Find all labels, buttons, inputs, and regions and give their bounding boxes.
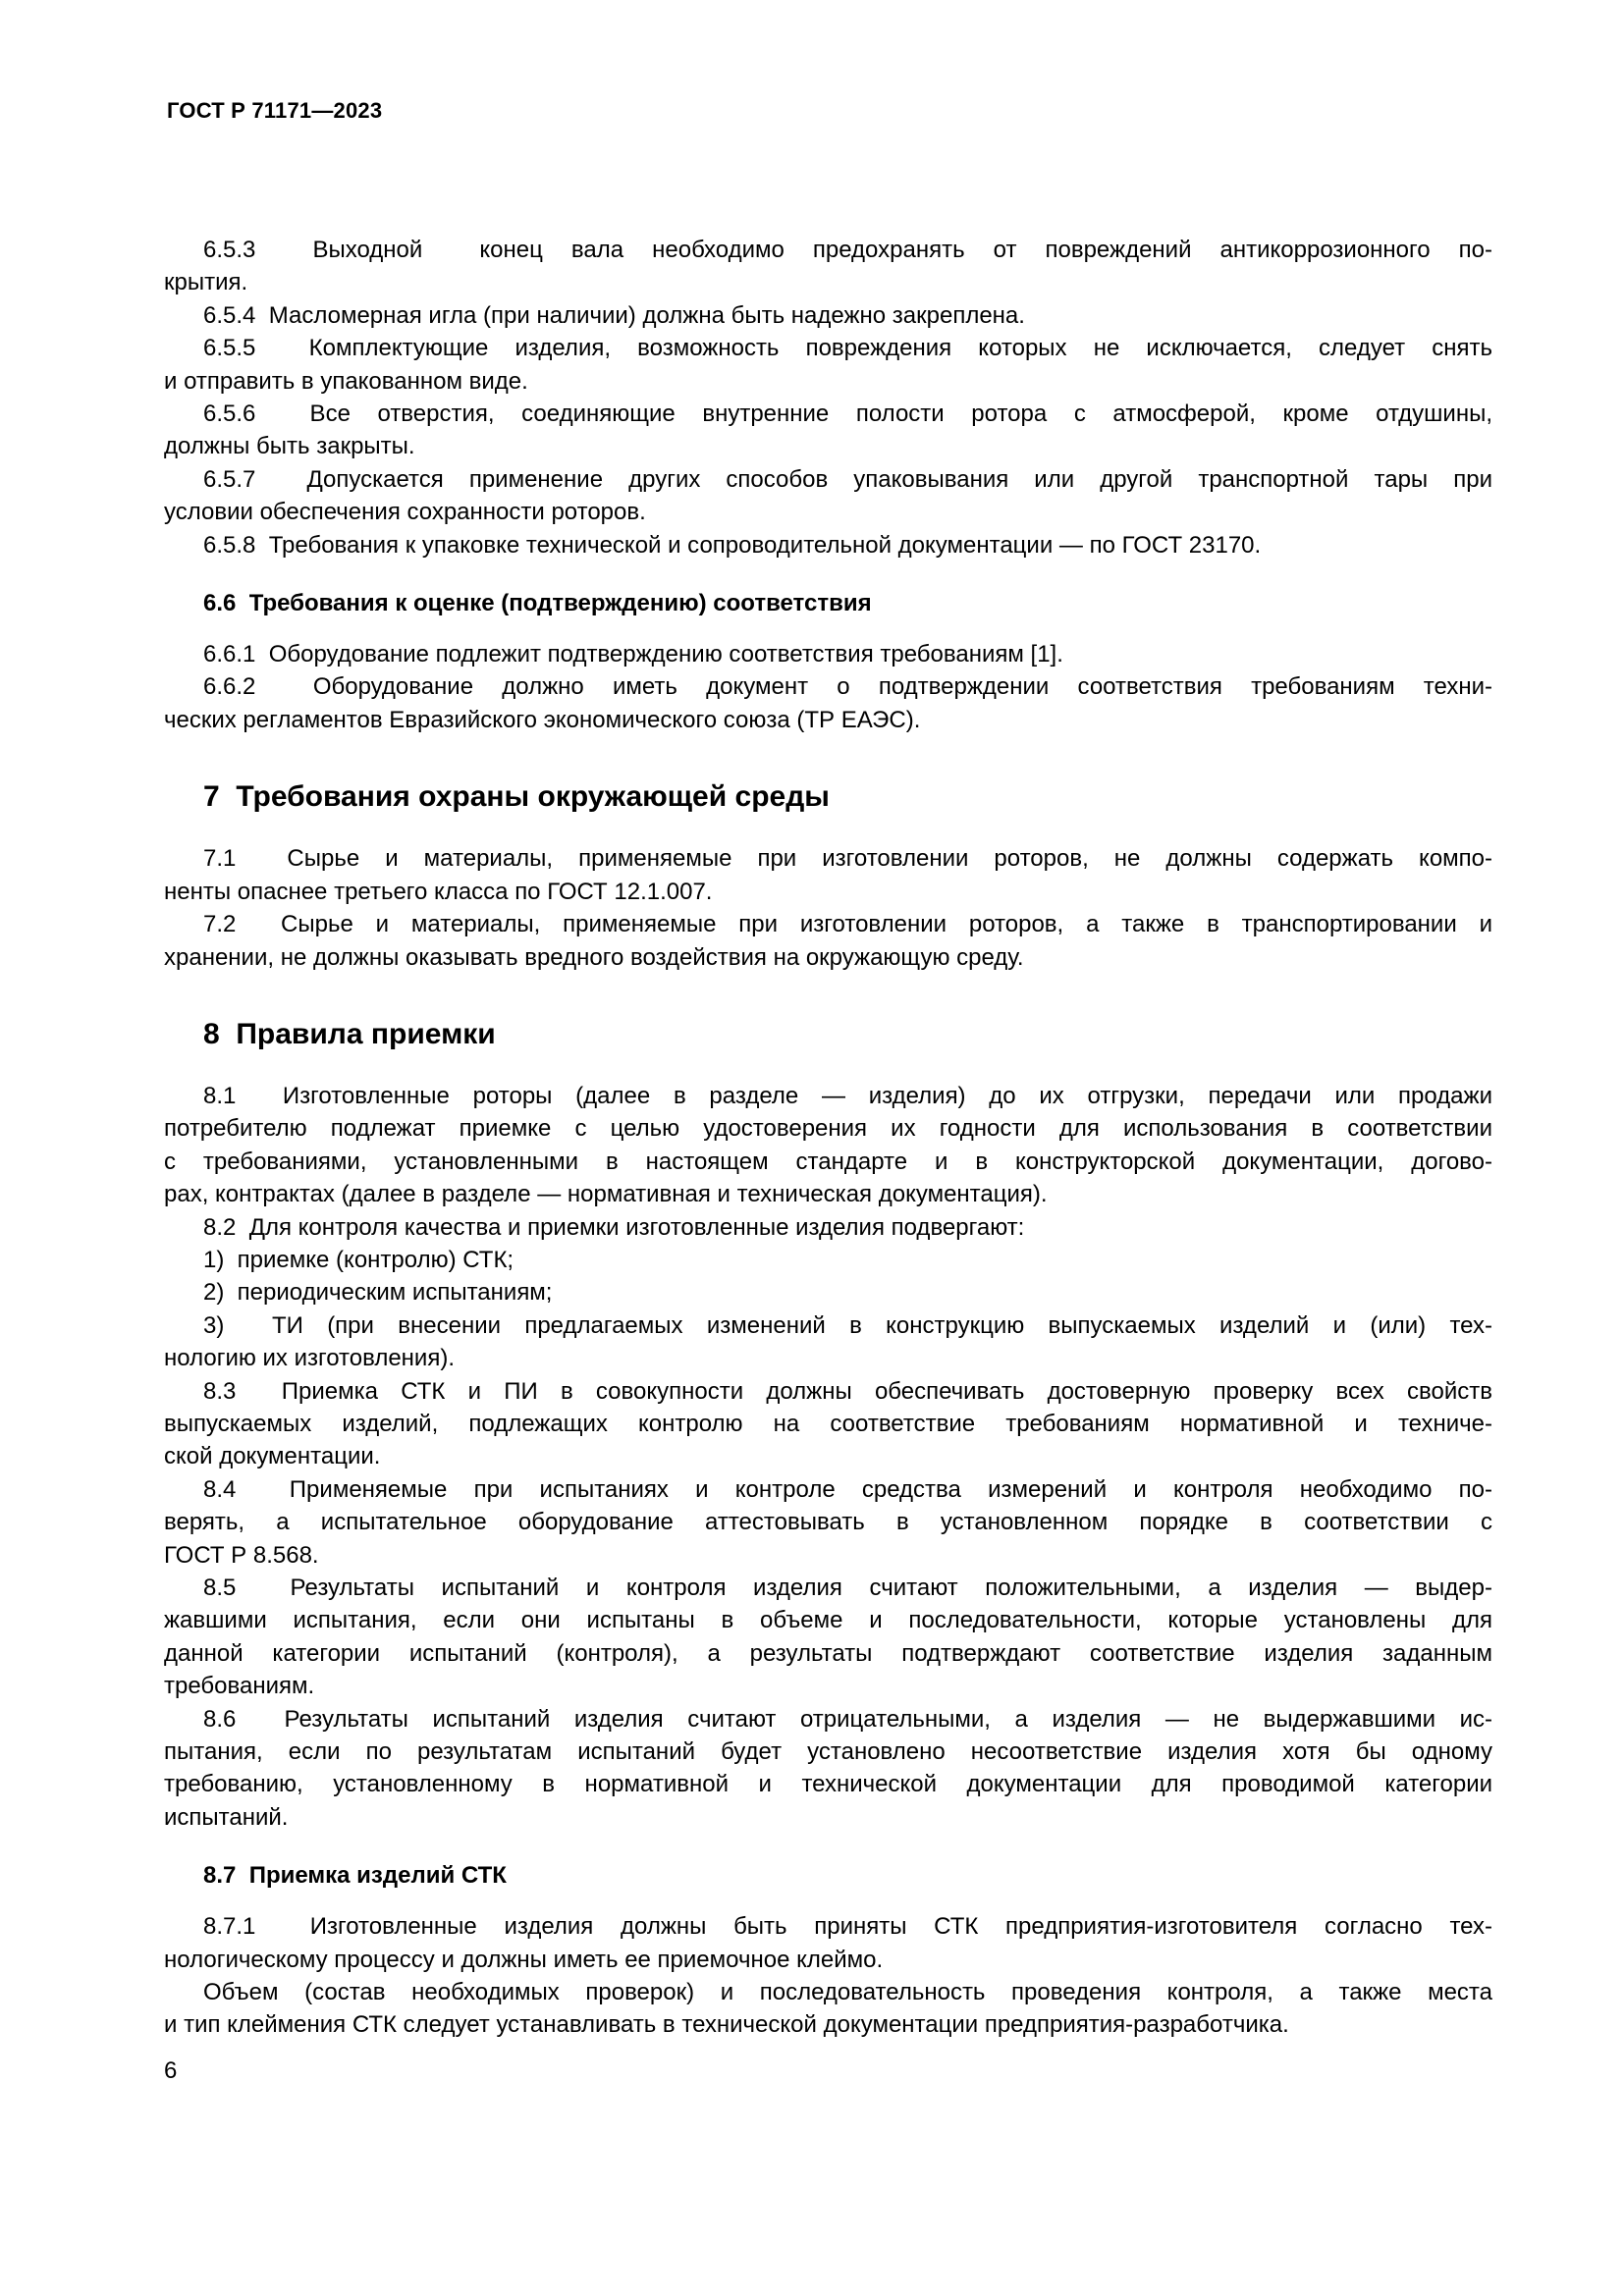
paragraph [164,234,1492,299]
text-line: 7 Требования охраны окружающей среды [203,780,830,814]
text-line: 6.5.7 Допускается применение других способов упаковывания или другой транспортной тары при [203,465,1492,493]
paragraph [164,1572,1492,1703]
page-number: 6 [164,2057,178,2084]
text-line: требованиям. [164,1673,315,1700]
text-line: ненты опаснее третьего класса по ГОСТ 12.1.007. [164,878,713,905]
text-line: 3) ТИ (при внесении предлагаемых изменений в конструкцию выпускаемых изделий и (или) тех- [203,1311,1492,1339]
paragraph [164,842,1492,908]
text-line: 8.2 Для контроля качества и приемки изготовленные изделия подвергают: [203,1213,1025,1241]
paragraph [164,1309,1492,1375]
text-line: ской документации. [164,1443,381,1470]
text-line: 6.5.5 Комплектующие изделия, возможность повреждения которых не исключается, следует снять [203,335,1492,362]
text-line: потребителю подлежат приемке с целью удостоверения их годности для использования в соответствии [164,1115,1492,1143]
paragraph [164,1276,1492,1308]
paragraph [164,1473,1492,1572]
text-line: ГОСТ Р 8.568. [164,1541,319,1569]
text-line: и отправить в упакованном виде. [164,367,528,395]
paragraph [164,1244,1492,1276]
text-line: нологию их изготовления). [164,1345,455,1372]
paragraph [164,908,1492,974]
text-line: 6.5.4 Масломерная игла (при наличии) должна быть надежно закреплена. [203,301,1025,329]
text-line: хранении, не должны оказывать вредного воздействия на окружающую среду. [164,943,1024,971]
text-line: 2) периодическим испытаниям; [203,1279,553,1307]
text-line: 8.7 Приемка изделий СТК [203,1862,507,1890]
text-line: 7.2 Сырье и материалы, применяемые при изготовлении роторов, а также в транспортировании и [203,911,1492,938]
text-line: 6.5.6 Все отверстия, соединяющие внутренние полости ротора с атмосферой, кроме отдушины, [203,400,1492,428]
text-line: 6.6.1 Оборудование подлежит подтверждению соответствия требованиям [1]. [203,641,1063,668]
standard-designation: ГОСТ Р 71171—2023 [167,98,383,123]
section-heading [164,1017,1492,1052]
paragraph [164,332,1492,398]
paragraph [164,1910,1492,1976]
text-line: данной категории испытаний (контроля), а результаты подтверждают соответствие изделия заданным [164,1639,1492,1667]
text-line: ческих регламентов Евразийского экономического союза (ТР ЕАЭС). [164,706,921,733]
paragraph [164,1375,1492,1473]
document-body [164,234,1492,2042]
text-line: 6.5.3 Выходной конец вала необходимо предохранять от повреждений антикоррозионного по- [203,237,1492,263]
text-line: 7.1 Сырье и материалы, применяемые при изготовлении роторов, не должны содержать компо- [203,845,1492,873]
text-line: рах, контрактах (далее в разделе — нормативная и техническая документация). [164,1181,1048,1208]
text-line: 6.5.8 Требования к упаковке технической и сопроводительной документации — по ГОСТ 23170. [203,531,1262,559]
text-line: выпускаемых изделий, подлежащих контролю на соответствие требованиям нормативной и техниче- [164,1410,1492,1437]
text-line: 8.7.1 Изготовленные изделия должны быть приняты СТК предприятия-изготовителя согласно тех- [203,1913,1492,1941]
paragraph [164,398,1492,463]
paragraph [164,299,1492,332]
paragraph [164,670,1492,736]
text-line: 6.6 Требования к оценке (подтверждению) соответствия [203,590,872,617]
text-line: пытания, если по результатам испытаний будет установлено несоответствие изделия хотя бы одному [164,1738,1492,1766]
text-line: с требованиями, установленными в настоящем стандарте и в конструкторской документации, догово- [164,1148,1492,1175]
text-line: условии обеспечения сохранности роторов. [164,499,646,526]
text-line: Объем (состав необходимых проверок) и последовательность проведения контроля, а также места [203,1979,1492,2006]
paragraph [164,529,1492,561]
paragraph [164,1211,1492,1244]
text-line: верять, а испытательное оборудование аттестовывать в установленном порядке в соответствии с [164,1509,1492,1536]
text-line: 6.6.2 Оборудование должно иметь документ о подтверждении соответствия требованиям техни- [203,673,1492,701]
text-line: 8.5 Результаты испытаний и контроля изделия считают положительными, а изделия — выдер- [203,1575,1492,1601]
subsection-heading [164,1861,1492,1891]
paragraph [164,463,1492,529]
paragraph [164,1703,1492,1835]
paragraph [164,1080,1492,1211]
text-line: 8.1 Изготовленные роторы (далее в разделе — изделия) до их отгрузки, передачи или продажи [203,1082,1492,1109]
text-line: требованию, установленному в нормативной и технической документации для проводимой категории [164,1771,1492,1798]
subsection-heading [164,589,1492,618]
text-line: крытия. [164,269,248,296]
paragraph [164,638,1492,670]
text-line: испытаний. [164,1803,289,1831]
text-line: 8 Правила приемки [203,1017,496,1050]
text-line: 8.3 Приемка СТК и ПИ в совокупности должны обеспечивать достоверную проверку всех свойств [203,1377,1492,1405]
text-line: 8.4 Применяемые при испытаниях и контроле средства измерений и контроля необходимо по- [203,1475,1492,1503]
text-line: 1) приемке (контролю) СТК; [203,1246,514,1273]
text-line: нологическому процессу и должны иметь ее приемочное клеймо. [164,1946,884,1973]
section-heading [164,779,1492,815]
text-line: 8.6 Результаты испытаний изделия считают отрицательными, а изделия — не выдержавшими ис- [203,1705,1492,1733]
text-line: и тип клеймения СТК следует устанавливать в технической документации предприятия-разработчика. [164,2011,1289,2039]
text-line: должны быть закрыты. [164,433,415,460]
paragraph [164,1976,1492,2042]
text-line: жавшими испытания, если они испытаны в объеме и последовательности, которые установлены для [164,1607,1492,1634]
